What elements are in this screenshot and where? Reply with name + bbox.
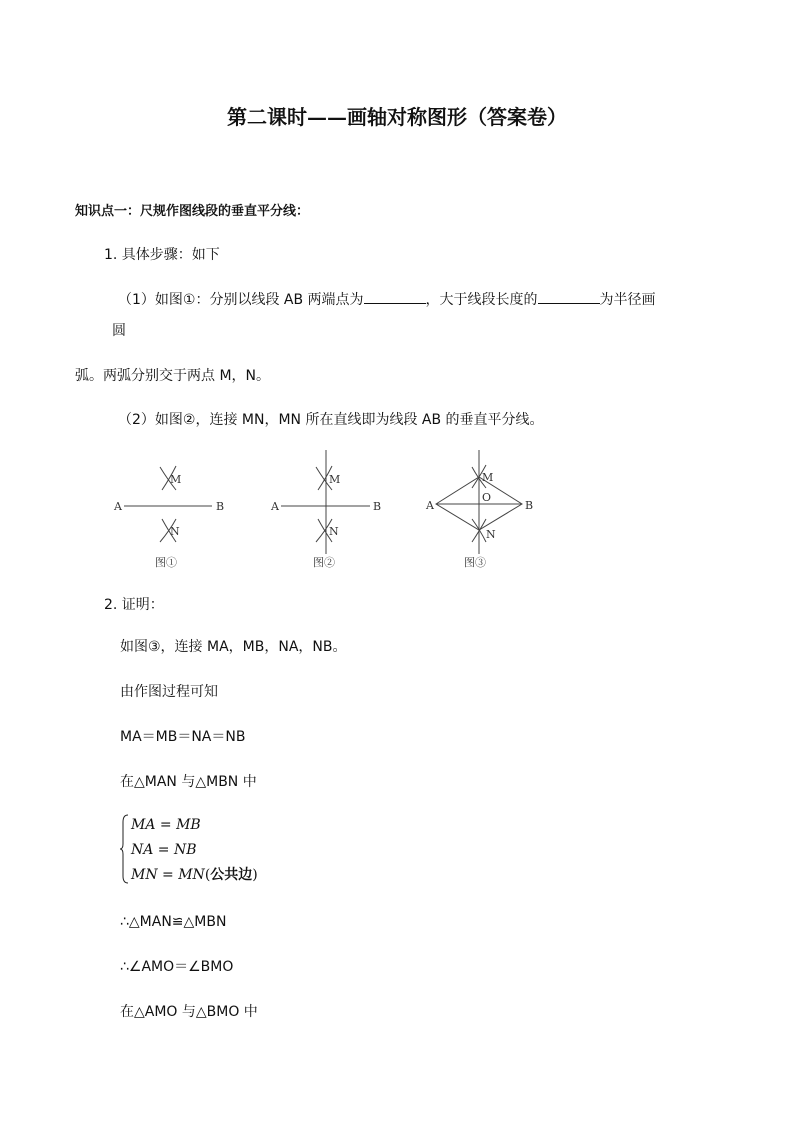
equation-line: NA = NB — [131, 842, 197, 858]
proof-line: ∴△MAN≌△MBN — [120, 914, 227, 930]
proof-line: 在△AMO 与△BMO 中 — [120, 1004, 258, 1020]
label-n: N — [486, 528, 496, 541]
proof-line: 如图③，连接 MA，MB，NA，NB。 — [120, 639, 347, 655]
answer-blank-1[interactable] — [364, 291, 426, 304]
label-o: O — [482, 491, 492, 504]
label-a: A — [114, 500, 122, 513]
label-b: B — [525, 499, 534, 512]
equation-note: 公共边 — [210, 867, 253, 883]
figure-caption-3: 图③ — [464, 556, 486, 569]
equation-line: MA = MB — [131, 817, 201, 833]
step-1-wrap: 圆 — [112, 323, 126, 339]
section-heading: 知识点一：尺规作图线段的垂直平分线： — [75, 204, 310, 219]
label-b: B — [373, 500, 382, 513]
construction-figures — [100, 450, 550, 580]
answer-blank-2[interactable] — [538, 291, 600, 304]
label-m: M — [329, 473, 341, 486]
label-m: M — [170, 473, 182, 486]
equation-text: MN = MN — [131, 867, 205, 883]
step-1 — [118, 291, 656, 309]
steps-label: 1. 具体步骤：如下 — [104, 247, 220, 263]
proof-line: MA＝MB＝NA＝NB — [120, 729, 246, 745]
proof-line: 由作图过程可知 — [120, 684, 218, 700]
page-title: 第二课时——画轴对称图形（答案卷） — [227, 105, 567, 129]
equation-line: MN = MN(公共边) — [131, 867, 258, 883]
step-1-text-c: 为半径画 — [599, 292, 656, 308]
proof-label: 2. 证明： — [104, 597, 164, 613]
label-b: B — [216, 500, 225, 513]
figure-caption-1: 图① — [155, 556, 177, 569]
label-n: N — [170, 525, 180, 538]
proof-line: 在△MAN 与△MBN 中 — [120, 774, 257, 790]
step-1-text-b: ，大于线段长度的 — [425, 292, 538, 308]
label-m: M — [482, 471, 494, 484]
label-a: A — [426, 499, 434, 512]
step-1-text-a: （1）如图①：分别以线段 AB 两端点为 — [118, 292, 364, 308]
step-2: （2）如图②，连接 MN，MN 所在直线即为线段 AB 的垂直平分线。 — [118, 412, 544, 428]
label-a: A — [271, 500, 279, 513]
step-1-cont: 弧。两弧分别交于两点 M，N。 — [75, 368, 271, 384]
label-n: N — [329, 525, 339, 538]
figure-caption-2: 图② — [313, 556, 335, 569]
proof-line: ∴∠AMO＝∠BMO — [120, 959, 234, 975]
left-brace-icon — [120, 814, 130, 884]
